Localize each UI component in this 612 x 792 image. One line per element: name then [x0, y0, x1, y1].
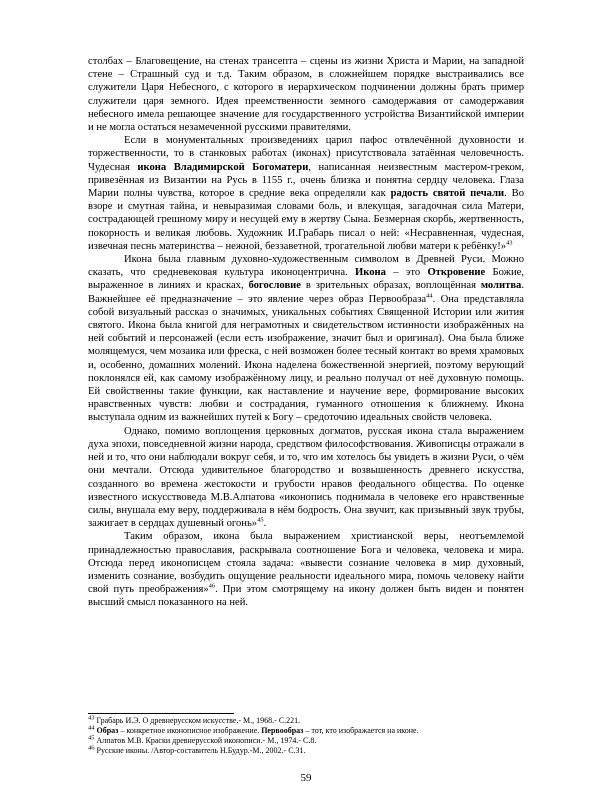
bold-term-joy-of-sorrow: радость святой печали [390, 188, 505, 200]
footnote-text: – тот, кто изображается на иконе. [303, 726, 419, 735]
paragraph-3 [88, 253, 524, 425]
footnote-ref-43: 43 [506, 239, 513, 247]
footnote-text: Русские иконы. /Автор-составитель Н.Будур.-М., 2002.- С.31. [94, 746, 306, 755]
bold-term-icon: Икона [355, 267, 386, 279]
paragraph-3-text-5: . Важнейшее её предназначение – это явление через образ Первообраза [88, 280, 524, 305]
paragraph-3-text-3: Божие, выраженное в линиях и красках, [88, 267, 525, 292]
paragraph-5-text-2: . При этом смотрящему на икону должен быть виден и понятен высший смысл показанного на ней. [88, 584, 524, 609]
paragraph-1 [88, 55, 524, 134]
footnote-text: Грабарь И.Э. О древнерусском искусстве.- М., 1968.- С.221. [94, 716, 301, 725]
paragraph-4 [88, 425, 524, 531]
paragraph-2-text-2: , написанная неизвестным мастером-греком, привезённая из Византии на Русь в 1155 г., очень близка и понятна сердцу человека. Глаза Марии полны чувства, которое в средние века определяли как [88, 161, 524, 200]
bold-term-prayer: молитва [480, 280, 522, 292]
paragraph-3-text-2: – это [385, 267, 428, 279]
footnote-text: – конкретное иконописное изображение. [118, 726, 262, 735]
bold-term-vladimir-icon: икона Владимирской Богоматери [137, 161, 309, 173]
footnote-text: Алпатов М.В. Краски древнерусской иконописи.- М., 1974.- С.8. [94, 736, 317, 745]
paragraph-2 [88, 134, 524, 253]
paragraph-4-text-1: Однако, помимо воплощения церковных догматов, русская икона стала выражением духа эпохи, повседневной жизни народа, средством философствования. Живописцы отражали в ней и то, что они наблюдали вокруг себя, и то, что им хотелось бы увидеть в жизни Руси, о чём они мечтали. Отсюда удивительное благородство и возвышенность древнего искусства, созданного во времена жестокости и грубости нравов феодального общества. По оценке известного искусствоведа М.В.Алпатова «иконопись поднимала в человеке его нравственные силы, внушала ему веру, поддерживала в нём бодрость. Она звучит, как призывный звук трубы, зажигает в сердцах душевный огонь» [88, 425, 524, 530]
footnote-separator [88, 713, 234, 714]
footnote-46 [88, 746, 528, 756]
paragraph-3-text-1: Икона была главным духовно-художественным символом в Древней Руси. Можно сказать, что средневековая культура иконоцентрична. [88, 254, 524, 279]
footnote-43 [88, 716, 528, 726]
footnote-number: 46 [88, 744, 95, 752]
footnote-ref-45: 45 [257, 516, 264, 524]
page-number: 59 [300, 772, 312, 784]
footnote-bold-term-image: Образ [96, 726, 119, 735]
footnote-number: 44 [88, 724, 95, 732]
paragraph-3-text-4: в зрительных образах, воплощённая [300, 280, 481, 292]
paragraph-5-text-1: Таким образом, икона была выражением христианской веры, неотъемлемой принадлежностью православия, раскрывала соотношение Бога и человека, человека и мира. Отсюда перед иконописцем стояла задача: «вывести сознание человека в мир духовный, изменить сознание, возбудить ощущение реальности идеального мира, помочь человеку найти свой путь преображения» [88, 531, 524, 596]
footnote-ref-44: 44 [426, 292, 433, 300]
footnote-44 [88, 726, 528, 736]
paragraph-5 [88, 530, 524, 609]
footnote-number: 43 [88, 714, 95, 722]
paragraph-3-text-6: . Она представляла собой визуальный рассказ о значимых, уникальных событиях Священной Истории или жития святого. Икона была книгой для неграмотных и свидетельством истинности изображённых на ней событий и персонажей (если есть изображение, значит был и оригинал). Она была ближе молящемуся, чем мозаика или фреска, с ней возможен более тесный контакт во время храмовых и, особенно, домашних молений. Икона наделена божественной энергией, поэтому верующий поклонялся ей, как самому изображённому лицу, и реально получал от неё духовную помощь. Ей свойственны такие функции, как наставление и научение вере, формирование высоких нравственных чувств: любви и сострадания, гуманного отношения к ближнему. Икона выступала одним из важнейших путей к Богу – средоточию идеальных свойств человека. [88, 293, 524, 424]
footnote-number: 45 [88, 734, 95, 742]
footnote-bold-term-prototype: Первообраз [261, 726, 304, 735]
bold-term-theology: богословие [248, 280, 301, 292]
footnotes [88, 716, 528, 756]
footnote-45 [88, 736, 528, 746]
paragraph-2-text-1: Если в монументальных произведениях царил пафос отвлечённой духовности и торжественности, то в станковых работах (иконах) присутствовала затаённая человечность. Чудесная [88, 135, 524, 173]
paragraph-1-text: столбах – Благовещение, на стенах трансепта – сцены из жизни Христа и Марии, на западной стене – Страшный суд и т.д. Таким образом, в сложнейшем порядке выстраивались все служители Царя Небесного, с которого в иерархическом подчинении должны брать пример служители царя земного. Идея преемственности земного самодержавия от самодержавия небесного имела решающее значение для государственного устройства Византийской империи и не могла остаться незамеченной русскими правителями. [88, 56, 524, 134]
footnote-ref-46: 46 [208, 582, 216, 590]
body-text [88, 55, 524, 610]
paragraph-4-text-2: . [263, 518, 267, 530]
bold-term-revelation: Откровение [427, 267, 486, 279]
paragraph-2-text-3: . Во взоре и смутная тайна, и невыразимая словами боль, и влекущая, загадочная сила Матери, сострадающей грешному миру и несущей ему в жертву Сына. Безмерная скорбь, жертвенность, покорность и великая любовь. Художник И.Грабарь писал о ней: «Несравненная, чудесная, извечная песнь материнства – нежной, беззаветной, трогательной любви матери к ребёнку!» [88, 188, 524, 252]
